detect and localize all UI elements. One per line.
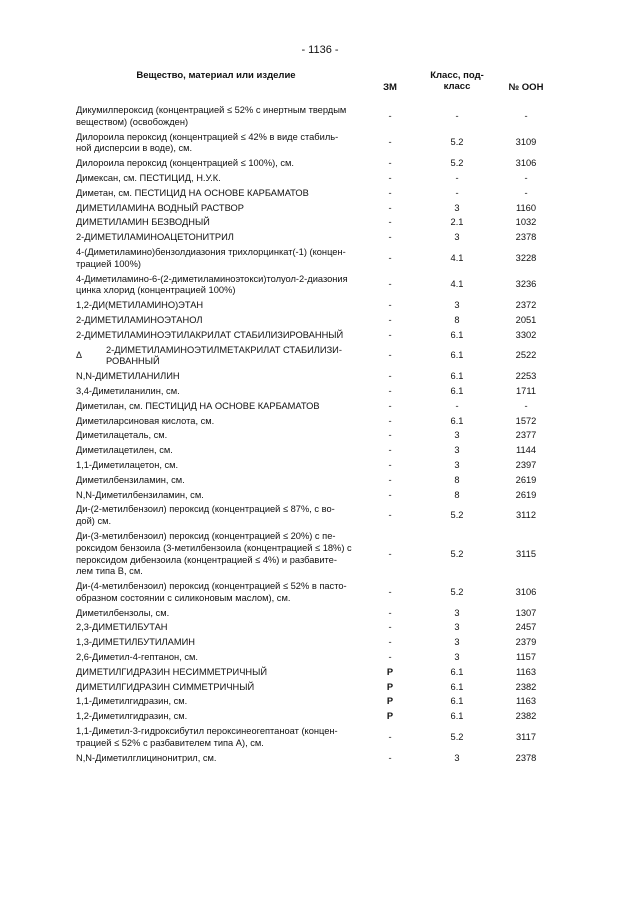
table-row [76,579,562,606]
header-zm: ЗМ [383,82,397,93]
table-row [76,694,562,709]
table-row [76,156,562,171]
table-body [76,103,562,765]
un-number-cell: - [524,172,528,183]
un-number-cell: 1572 [515,415,537,426]
zm-cell: - [388,445,392,456]
substance-name: Диметилан, см. ПЕСТИЦИД НА ОСНОВЕ КАРБАМАТОВ [76,400,320,411]
substance-name: Диметан, см. ПЕСТИЦИД НА ОСНОВЕ КАРБАМАТОВ [76,187,309,198]
substance-name: Диметилацеталь, см. [76,430,168,441]
table-row [76,328,562,343]
zm-cell: - [388,350,392,361]
un-number-cell: 1307 [515,607,537,618]
zm-cell: - [388,400,392,411]
substance-name: 2-ДИМЕТИЛАМИНОАЦЕТОНИТРИЛ [76,232,234,243]
substance-name: Диметилбензолы, см. [76,607,170,618]
table-row [76,298,562,313]
substance-name: 1,1-Диметил-3-гидроксибутил пероксинеогептаноат (концен-трацией ≤ 52% с разбавителем типа А), см. [76,726,338,748]
zm-cell: - [388,510,392,521]
class-cell: 3 [454,637,460,648]
zm-cell: - [388,187,392,198]
zm-cell: - [388,300,392,311]
substance-name: 1,3-ДИМЕТИЛБУТИЛАМИН [76,637,196,648]
substance-name: Диметилбензиламин, см. [76,474,185,485]
zm-cell: - [388,548,392,559]
header-un-number: № ООН [508,82,544,93]
class-cell: 5.2 [450,548,464,559]
un-number-cell: 3112 [516,510,536,521]
table-row [76,680,562,695]
class-cell: 3 [454,300,460,311]
un-number-cell: 1032 [515,217,537,228]
zm-cell: - [388,202,392,213]
class-cell: 6.1 [450,371,464,382]
class-cell: 6.1 [450,329,464,340]
table-row [76,215,562,230]
un-number-cell: 1163 [516,666,536,677]
table-row [76,620,562,635]
substance-name: Ди-(2-метилбензоил) пероксид (концентрацией ≤ 87%, с во-дой) см. [76,504,335,527]
table-row [76,130,562,157]
class-cell: 5.2 [450,137,464,148]
class-cell: - [455,172,459,183]
un-number-cell: 3302 [515,329,537,340]
zm-cell: - [388,752,392,763]
substance-name: ДИМЕТИЛГИДРАЗИН НЕСИММЕТРИЧНЫЙ [76,666,268,677]
zm-cell: - [388,252,392,263]
substance-name: Дилороила пероксид (концентрацией ≤ 100%), см. [76,158,294,169]
un-number-cell: 2619 [515,489,537,500]
table-row [76,201,562,216]
table-row [76,414,562,429]
class-cell: - [455,187,459,198]
table-row [76,369,562,384]
un-number-cell: 2253 [515,371,537,382]
zm-cell: - [388,415,392,426]
substance-name: ДИМЕТИЛГИДРАЗИН СИММЕТРИЧНЫЙ [76,681,255,692]
un-number-cell: - [524,187,528,198]
un-number-cell: 2619 [515,474,537,485]
un-number-cell: 1144 [516,445,536,456]
zm-cell: - [388,607,392,618]
un-number-cell: 1711 [516,385,536,396]
table-row [76,473,562,488]
table-header-row [76,70,562,103]
substance-name [76,343,356,370]
zm-cell: - [388,622,392,633]
class-cell: 6.1 [450,696,464,707]
class-cell: 5.2 [450,586,464,597]
zm-cell: - [388,158,392,169]
name-with-marker [76,345,352,369]
header-substance: Вещество, материал или изделие [136,70,296,81]
class-cell: 3 [454,607,460,618]
substance-name-text: 2-ДИМЕТИЛАМИНОЭТИЛМЕТАКРИЛАТ СТАБИЛИЗИ-РОВАННЫЙ [106,344,342,367]
substance-name: Ди-(3-метилбензоил) пероксид (концентрацией ≤ 20%) с пе-роксидом бензоила (3-метилбензоила (концентрацией ≤ 18%) с пероксидом дибензоила (концентрацией ≤ 4%) и разбавите-лем типа В, см. [76,530,352,577]
table-row [76,245,562,272]
class-cell: 3 [454,622,460,633]
substance-name: 2,3-ДИМЕТИЛБУТАН [76,622,168,633]
substance-name: Дикумилпероксид (концентрацией ≤ 52% с инертным твердым веществом) (освобожден) [76,105,347,127]
zm-cell: P [386,681,394,692]
zm-cell: - [388,459,392,470]
substance-name: 2-ДИМЕТИЛАМИНОЭТАНОЛ [76,314,203,325]
class-cell: 4.1 [450,279,464,290]
page-number: - 1136 - [301,44,339,56]
zm-cell: - [388,637,392,648]
substance-name: 2-ДИМЕТИЛАМИНОЭТИЛАКРИЛАТ СТАБИЛИЗИРОВАННЫЙ [76,329,344,340]
table-row [76,103,562,130]
substance-name: N,N-ДИМЕТИЛАНИЛИН [76,371,180,382]
un-number-cell: 3106 [515,586,537,597]
header-class: Класс, под- класс [430,70,484,92]
table-row [76,171,562,186]
un-number-cell: 3115 [516,548,536,559]
zm-cell: - [388,371,392,382]
zm-cell: - [388,232,392,243]
table-row [76,384,562,399]
un-number-cell: 2378 [515,232,537,243]
substance-name: 1,2-Диметилгидразин, см. [76,711,188,722]
un-number-cell: 2382 [515,711,537,722]
table-row [76,399,562,414]
table-row [76,724,562,751]
delta-marker: Δ [76,350,83,361]
un-number-cell: 2378 [515,752,537,763]
un-number-cell: - [524,400,528,411]
class-cell: 6.1 [450,415,464,426]
table-row [76,428,562,443]
substance-name: 4-Диметиламино-6-(2-диметиламиноэтокси)толуол-2-диазония цинка хлорид (концентрацией 100%) [76,273,348,296]
class-cell: 6.1 [450,385,464,396]
zm-cell: - [388,586,392,597]
class-cell: 8 [454,489,460,500]
class-cell: 6.1 [450,666,464,677]
class-cell: - [455,110,459,121]
substance-name: 1,2-ДИ(МЕТИЛАМИНО)ЭТАН [76,300,204,311]
un-number-cell: 2372 [515,300,537,311]
table-row [76,186,562,201]
class-cell: 5.2 [450,731,464,742]
table-row [76,443,562,458]
zm-cell: - [388,279,392,290]
substance-name: N,N-Диметилбензиламин, см. [76,489,204,500]
table-row [76,709,562,724]
un-number-cell: 2379 [515,637,537,648]
substance-name: 3,4-Диметиланилин, см. [76,385,180,396]
table-row [76,488,562,503]
class-cell: 5.2 [450,510,464,521]
un-number-cell: 2051 [515,314,537,325]
substance-name: Диметилацетилен, см. [76,445,173,456]
un-number-cell: 1160 [516,202,536,213]
table-row [76,650,562,665]
table-row [76,502,562,529]
class-cell: 3 [454,652,460,663]
un-number-cell: - [524,110,528,121]
class-cell: 3 [454,202,460,213]
zm-cell: - [388,314,392,325]
zm-cell: - [388,430,392,441]
table-row [76,606,562,621]
table-row [76,458,562,473]
zm-cell: - [388,385,392,396]
class-cell: 3 [454,459,460,470]
zm-cell: P [386,711,394,722]
un-number-cell: 1157 [516,652,536,663]
substance-name: 2,6-Диметил-4-гептанон, см. [76,652,198,663]
table-row [76,272,562,299]
un-number-cell: 3228 [515,252,537,263]
un-number-cell: 2457 [515,622,537,633]
zm-cell: - [388,474,392,485]
zm-cell: P [386,666,394,677]
zm-cell: - [388,172,392,183]
zm-cell: - [388,329,392,340]
class-cell: 3 [454,232,460,243]
un-number-cell: 2397 [515,459,537,470]
un-number-cell: 3106 [515,158,537,169]
class-cell: 2.1 [450,217,464,228]
class-cell: 8 [454,474,460,485]
table-row [76,313,562,328]
substance-name: ДИМЕТИЛАМИНА ВОДНЫЙ РАСТВОР [76,202,244,213]
zm-cell: - [388,489,392,500]
class-cell: - [455,400,459,411]
table-row [76,230,562,245]
substance-name: Дилороила пероксид (концентрацией ≤ 42% в виде стабиль-ной дисперсии в воде), см. [76,131,339,154]
class-cell: 6.1 [450,711,464,722]
class-cell: 8 [454,314,460,325]
class-cell: 3 [454,752,460,763]
substance-name: Ди-(4-метилбензоил) пероксид (концентрацией ≤ 52% в пасто-образном состоянии с силиконовым маслом), см. [76,581,347,603]
un-number-cell: 2377 [515,430,537,441]
substance-name: 1,1-Диметилгидразин, см. [76,696,188,707]
substance-name: 1,1-Диметилацетон, см. [76,459,179,470]
substance-name: N,N-Диметилглицинонитрил, см. [76,752,217,763]
substance-name: Диметиларсиновая кислота, см. [76,415,215,426]
zm-cell: - [388,652,392,663]
class-cell: 6.1 [450,681,464,692]
zm-cell: P [386,696,394,707]
un-number-cell: 3117 [516,731,536,742]
table-row [76,635,562,650]
table-row [76,529,562,579]
table-row [76,343,562,370]
substance-name: 4-(Диметиламино)бензолдиазония трихлорцинкат(-1) (концен-трацией 100%) [76,246,346,269]
substance-name: ДИМЕТИЛАМИН БЕЗВОДНЫЙ [76,217,210,228]
zm-cell: - [388,137,392,148]
class-cell: 4.1 [450,252,464,263]
table-row [76,751,562,766]
zm-cell: - [388,110,392,121]
un-number-cell: 3109 [515,137,537,148]
un-number-cell: 2522 [515,350,537,361]
substances-table [76,70,562,765]
un-number-cell: 1163 [516,696,536,707]
zm-cell: - [388,731,392,742]
table-row [76,665,562,680]
substance-name: Димексан, см. ПЕСТИЦИД, Н.У.К. [76,172,221,183]
class-cell: 3 [454,445,460,456]
class-cell: 3 [454,430,460,441]
class-cell: 6.1 [450,350,464,361]
un-number-cell: 2382 [515,681,537,692]
class-cell: 5.2 [450,158,464,169]
un-number-cell: 3236 [515,279,537,290]
zm-cell: - [388,217,392,228]
